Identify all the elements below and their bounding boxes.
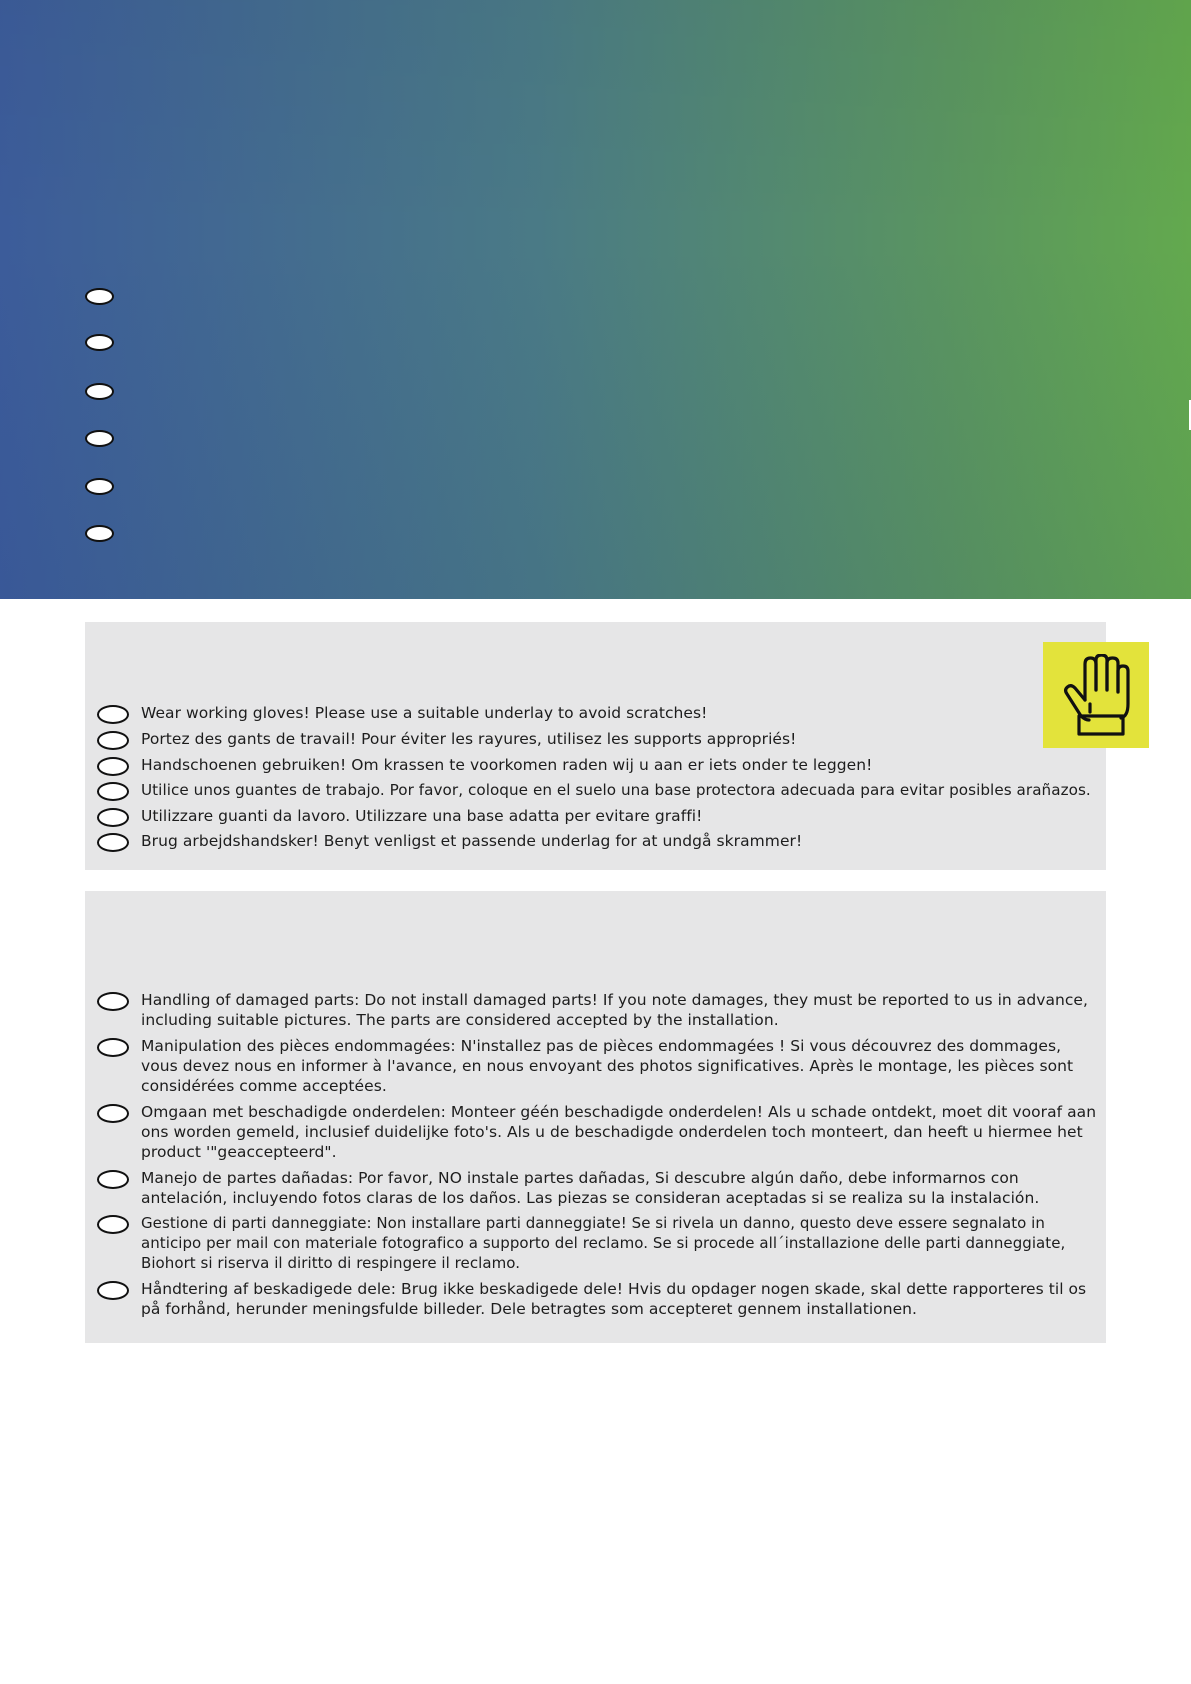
notice-text: Handschoenen gebruiken! Om krassen te voorkomen raden wij u aan er iets onder te leggen! (141, 756, 873, 774)
flag-icon (85, 430, 114, 447)
notice-text: Utilice unos guantes de trabajo. Por favor, coloque en el suelo una base protectora adecuada para evitar posibles arañazos. (141, 781, 1091, 799)
notice-text: Manipulation des pièces endommagées: N'installez pas de pièces endommagées ! Si vous découvrez des dommages, vous devez nous en informer à l'avance, en nous envoyant des photos significatives. Après le montage, les pièces sont considérées comme acceptées. (141, 1037, 1074, 1095)
flag-icon (97, 833, 129, 852)
flag-icon (97, 1281, 129, 1300)
notice-text: Handling of damaged parts: Do not install damaged parts! If you note damages, they must be reported to us in advance, including suitable pictures. The parts are considered accepted by the installation. (141, 991, 1088, 1029)
flag-icon (97, 731, 129, 750)
flag-icon (97, 1104, 129, 1123)
flag-icon (85, 288, 114, 305)
flag-icon (97, 992, 129, 1011)
flag-icon (97, 1038, 129, 1057)
notice-text: Gestione di parti danneggiate: Non installare parti danneggiate! Se si rivela un danno, questo deve essere segnalato in anticipo per mail con materiale fotografico a supporto del reclamo. Se si procede all´installazione delle parti danneggiate, Biohort si riserva il diritto di respingere il reclamo. (141, 1214, 1066, 1272)
hero-shade (0, 0, 1191, 599)
notice-text: Portez des gants de travail! Pour éviter les rayures, utilisez les supports appropriés! (141, 730, 797, 748)
flag-icon (85, 525, 114, 542)
notice-text: Utilizzare guanti da lavoro. Utilizzare una base adatta per evitare graffi! (141, 807, 703, 825)
notice-text: Omgaan met beschadigde onderdelen: Monteer géén beschadigde onderdelen! Als u schade ontdekt, moet dit vooraf aan ons worden gemeld, inclusief duidelijke foto's. Als u de beschadigde onderdelen toch monteert, dan heeft u hiermee het product '"geaccepteerd". (141, 1103, 1097, 1161)
flag-icon (85, 383, 114, 400)
flag-icon (97, 1215, 129, 1234)
flag-icon (85, 478, 114, 495)
notice-text: Manejo de partes dañadas: Por favor, NO instale partes dañadas, Si descubre algún daño, debe informarnos con antelación, incluyendo fotos claras de los daños. Las piezas se consideran aceptadas si se realiza su la instalación. (141, 1169, 1040, 1207)
flag-icon (97, 757, 129, 776)
flag-icon (85, 334, 114, 351)
flag-icon (97, 705, 129, 724)
notice-text: Wear working gloves! Please use a suitable underlay to avoid scratches! (141, 704, 708, 722)
hero-gradient-banner (0, 0, 1191, 599)
flag-icon (97, 808, 129, 827)
flag-icon (97, 782, 129, 801)
notice-text: Håndtering af beskadigede dele: Brug ikke beskadigede dele! Hvis du opdager nogen skade, skal dette rapporteres til os på forhånd, herunder meningsfulde billeder. Dele betragtes som accepteret gennem installationen. (141, 1280, 1087, 1318)
work-glove-icon (1061, 654, 1131, 736)
notice-text: Brug arbejdshandsker! Benyt venligst et passende underlag for at undgå skrammer! (141, 832, 803, 850)
flag-icon (97, 1170, 129, 1189)
